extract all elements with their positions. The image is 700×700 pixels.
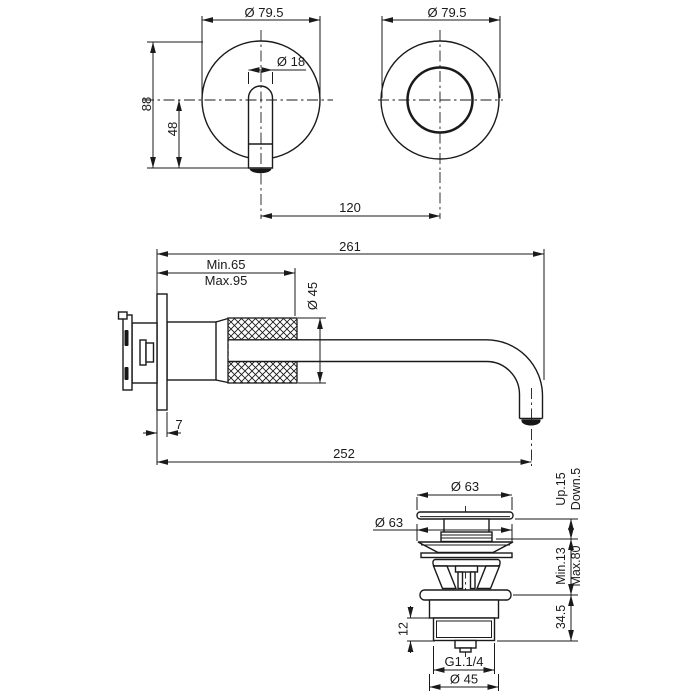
drain-clip-fins (433, 560, 500, 589)
spout-bend-outer (486, 340, 543, 419)
valve-tab (119, 312, 128, 319)
dim-center-distance-label: 120 (339, 200, 361, 215)
handle-tip (250, 169, 272, 173)
dim-body-diameter-label: Ø 45 (449, 671, 479, 687)
dim-wall-max-label: Max.95 (204, 273, 248, 288)
drain-assembly-view (373, 468, 583, 691)
dim-handle-diameter-label: Ø 18 (276, 54, 306, 69)
dim-plug-up-label: Up.15 (554, 472, 568, 506)
spout-bend-inner (486, 361, 520, 418)
dim-ring-diameter-label: Ø 45 (305, 281, 320, 311)
dim-deck-max-label: Max.80 (569, 545, 583, 587)
drain-bottom-nub (455, 641, 476, 649)
handle-front-view (139, 5, 440, 219)
dim-plate-thickness-label: 7 (175, 417, 183, 432)
dim-height-88-label: 88 (139, 96, 154, 112)
dim-trim-diameter-label: Ø 79.5 (244, 5, 284, 20)
wall-plate (157, 294, 167, 410)
trim-plate-front-view (378, 5, 503, 219)
dim-trim-diameter-2-label: Ø 79.5 (427, 5, 467, 20)
drain-flange-cone (418, 542, 513, 553)
dim-plug-down-label: Down.5 (569, 467, 583, 511)
dim-body-below-label: 34.5 (554, 604, 568, 630)
adjust-collar (441, 532, 492, 542)
dim-flange-diameter-label: Ø 63 (374, 515, 404, 530)
dim-locknut-label: 12 (396, 622, 411, 636)
dim-handle-48-label: 48 (165, 121, 180, 137)
wall-cylinder (167, 322, 216, 380)
dim-cap-diameter-label: Ø 63 (450, 479, 480, 494)
dim-wall-min-label: Min.65 (206, 257, 246, 272)
brand-mark (125, 367, 129, 380)
drain-lower-flange (420, 590, 511, 600)
handle-lever (249, 86, 273, 168)
drain-body (430, 600, 499, 618)
dim-overall-length-label: 261 (339, 239, 361, 254)
drain-cap (417, 512, 513, 519)
dim-spout-reach-label: 252 (333, 446, 355, 461)
dim-thread-size-label: G1.1/4 (444, 654, 484, 669)
dim-deck-min-label: Min.13 (554, 547, 568, 585)
spout-side-view (119, 239, 545, 466)
drain-washer-plate (421, 553, 512, 558)
brand-mark (125, 330, 129, 346)
aerator-tip (522, 420, 541, 426)
